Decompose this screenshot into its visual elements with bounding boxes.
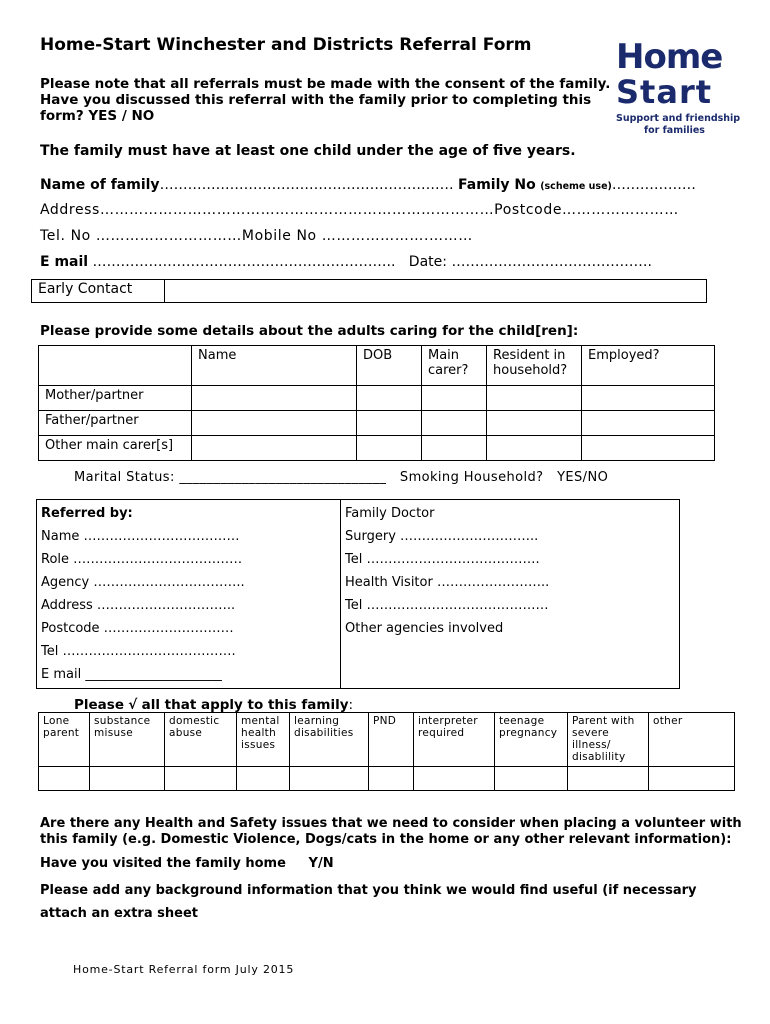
need-checkbox[interactable] [414,767,495,791]
postcode-field[interactable]: …………………… [562,202,679,218]
logo-tagline: for families [644,125,705,136]
adult-row-label: Mother/partner [39,386,192,411]
need-other: other [649,713,735,767]
referrer-email-field[interactable]: E mail _____________________ [41,667,222,682]
adult-cell[interactable] [487,386,582,411]
adults-header-resident: Resident in household? [487,346,582,386]
adult-cell[interactable] [357,386,422,411]
surgery-field[interactable]: Surgery ………………………….. [345,529,539,544]
adult-cell[interactable] [582,386,715,411]
adult-cell[interactable] [192,436,357,461]
table-row [39,386,715,411]
need-substance-misuse: substance misuse [90,713,165,767]
adult-row-label: Father/partner [39,411,192,436]
form-title: Home-Start Winchester and Districts Referral Form [40,35,532,55]
background-info-question[interactable] [40,879,697,925]
adult-cell[interactable] [357,411,422,436]
need-checkbox[interactable] [290,767,369,791]
early-contact-field[interactable] [165,280,707,303]
tel-label: Tel. No [40,228,91,244]
marital-status-label: Marital Status: [74,470,175,485]
family-needs-table [38,712,735,791]
adult-cell[interactable] [357,436,422,461]
need-checkbox[interactable] [568,767,649,791]
visited-home-options[interactable]: Y/N [308,856,334,871]
adult-cell[interactable] [422,436,487,461]
need-checkbox[interactable] [90,767,165,791]
child-age-rule: The family must have at least one child under the age of five years. [40,143,576,159]
adults-header-employed: Employed? [582,346,715,386]
date-field[interactable]: ……………………………………. [451,254,652,270]
background-info-line: attach an extra sheet [40,906,198,921]
email-label: E mail [40,254,89,270]
need-checkbox[interactable] [495,767,568,791]
consent-note [40,76,611,124]
apply-heading-colon: : [348,697,354,713]
email-date-line [40,254,652,270]
address-field[interactable]: ……………………………………………………………………… [99,202,495,218]
adults-table [38,345,715,461]
mobile-field[interactable]: ………………….……… [321,228,473,244]
email-field[interactable]: ……………………………………………………….. [92,254,396,270]
referred-by-cell [37,500,341,689]
adult-row-label: Other main carer[s] [39,436,192,461]
consent-note-line[interactable]: form? YES / NO [40,108,155,124]
tel-field[interactable]: ………………………… [95,228,242,244]
date-label: Date: [408,254,447,270]
referred-by-heading: Referred by: [41,506,133,521]
adults-header-name: Name [192,346,357,386]
adults-header-cell [39,346,192,386]
family-no-field[interactable]: ……………… [611,177,696,193]
need-checkbox[interactable] [369,767,414,791]
smoking-options[interactable]: YES/NO [557,470,609,485]
family-doctor-cell [341,500,680,689]
other-agencies-field[interactable]: Other agencies involved [345,621,504,636]
family-name-line [40,177,696,193]
need-lone-parent: Lone parent [39,713,90,767]
family-doctor-heading: Family Doctor [345,506,435,521]
adult-cell[interactable] [487,411,582,436]
family-no-label: Family No [458,177,536,193]
visited-home-question [40,856,334,871]
health-visitor-tel-field[interactable]: Tel …………………………………… [345,598,549,613]
table-row [39,767,735,791]
logo-word-start: Start [616,73,713,111]
consent-note-line: Have you discussed this referral with the family prior to completing this [40,92,592,108]
referrer-address-field[interactable]: Address ………………………….. [41,598,236,613]
mobile-label: Mobile No [241,228,317,244]
need-learning-disabilities: learning disabilities [290,713,369,767]
address-label: Address [40,202,100,218]
smoking-label: Smoking Household? [399,470,544,485]
need-pnd: PND [369,713,414,767]
referrer-agency-field[interactable]: Agency …………………………….. [41,575,245,590]
home-start-logo [612,35,742,140]
referrer-postcode-field[interactable]: Postcode ………………………… [41,621,234,636]
apply-heading [74,697,353,713]
background-info-line: Please add any background information that you think we would find useful (if necessary [40,883,697,898]
adult-cell[interactable] [422,411,487,436]
page-footer: Home-Start Referral form July 2015 [73,963,295,976]
scheme-use-note: (scheme use) [540,181,612,192]
logo-word-home: Home [616,37,723,77]
referrer-name-field[interactable]: Name ……………………………… [41,529,240,544]
visited-home-label: Have you visited the family home [40,856,286,871]
early-contact-label: Early Contact [32,280,165,303]
adult-cell[interactable] [422,386,487,411]
need-domestic-abuse: domestic abuse [165,713,237,767]
need-interpreter: interpreter required [414,713,495,767]
adult-cell[interactable] [582,436,715,461]
adult-cell[interactable] [192,411,357,436]
phone-line [40,228,473,244]
logo-tagline: Support and friendship [616,113,741,124]
family-name-field[interactable]: ……………………………………………………… [159,177,454,193]
marital-smoking-line [74,470,608,485]
referral-table [36,499,680,689]
table-row [39,436,715,461]
need-teenage-pregnancy: teenage pregnancy [495,713,568,767]
need-mental-health: mental health issues [237,713,290,767]
marital-status-field[interactable]: ______________________________ [179,470,387,485]
need-checkbox[interactable] [165,767,237,791]
health-safety-line: Are there any Health and Safety issues that we need to consider when placing a volunteer with [40,816,742,831]
adult-cell[interactable] [582,411,715,436]
health-visitor-field[interactable]: Health Visitor …………………….. [345,575,550,590]
adults-header-dob: DOB [357,346,422,386]
need-parent-illness: Parent with severe illness/ disablility [568,713,649,767]
need-checkbox[interactable] [237,767,290,791]
need-checkbox[interactable] [39,767,90,791]
referrer-tel-field[interactable]: Tel …………………………………. [41,644,236,659]
consent-note-line: Please note that all referrals must be made with the consent of the family. [40,76,611,92]
adult-cell[interactable] [487,436,582,461]
table-row [39,411,715,436]
health-safety-question[interactable] [40,816,742,848]
need-checkbox[interactable] [649,767,735,791]
surgery-tel-field[interactable]: Tel …………………………………. [345,552,540,567]
adults-header-main-carer: Main carer? [422,346,487,386]
postcode-label: Postcode [494,202,563,218]
apply-heading-post: all that apply to this family [141,697,349,713]
tick-icon: √ [128,697,138,713]
early-contact-table [31,279,707,303]
address-line [40,202,679,218]
adult-cell[interactable] [192,386,357,411]
adults-heading: Please provide some details about the adults caring for the child[ren]: [40,323,579,339]
health-safety-line: this family (e.g. Domestic Violence, Dogs/cats in the home or any other relevant information): [40,832,732,847]
family-name-label: Name of family [40,177,160,193]
referrer-role-field[interactable]: Role ………………………………… [41,552,243,567]
apply-heading-pre: Please [74,697,124,713]
